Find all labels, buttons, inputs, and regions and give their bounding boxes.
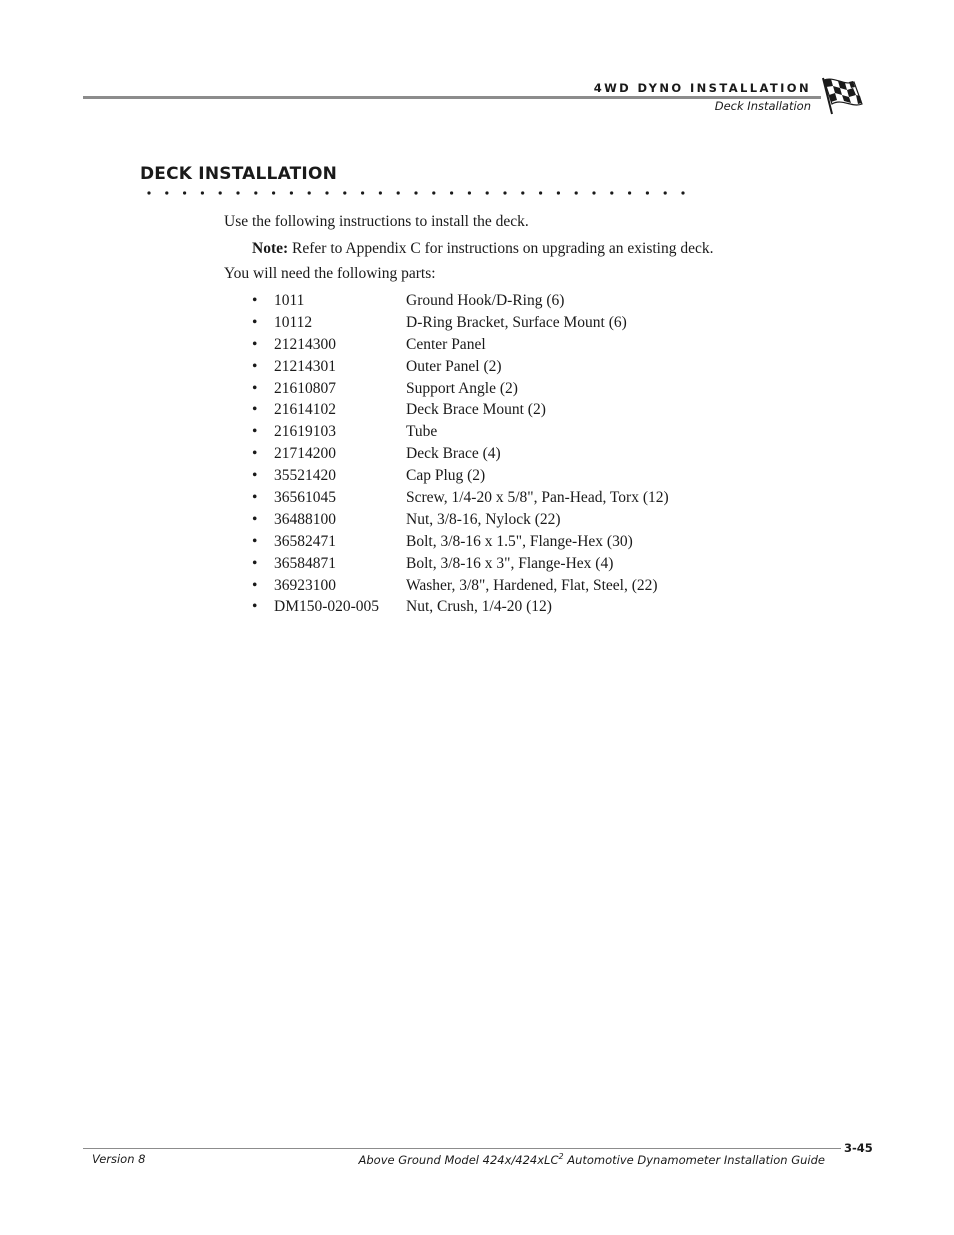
note-label: Note: [252,240,289,257]
rule-dot [201,191,204,194]
rule-dot [539,191,542,194]
part-number: 10112 [274,313,313,331]
part-description: Nut, Crush, 1/4-20 (12) [406,598,552,616]
part-number: 21214301 [274,357,336,375]
part-description: Washer, 3/8", Hardened, Flat, Steel, (22) [406,576,658,594]
guide-title-part-b: Automotive Dynamometer Installation Guide [563,1152,825,1167]
bullet: • [252,532,258,550]
part-number: 36584871 [274,554,336,572]
part-number: 36923100 [274,576,336,594]
rule-dot [414,191,417,194]
part-description: Outer Panel (2) [406,357,502,375]
rule-dot [183,191,186,194]
rule-dot [503,191,506,194]
rule-dot [575,191,578,194]
rule-dot [610,191,613,194]
rule-dot [681,191,684,194]
list-item [252,465,669,487]
part-number: 21214300 [274,335,336,353]
part-number: 35521420 [274,467,336,485]
part-description: Center Panel [406,335,486,353]
bullet: • [252,598,258,616]
list-item [252,487,669,509]
part-description: Bolt, 3/8-16 x 3", Flange-Hex (4) [406,554,614,572]
part-description: Bolt, 3/8-16 x 1.5", Flange-Hex (30) [406,532,633,550]
bullet: • [252,554,258,572]
list-item [252,378,669,400]
part-description: D-Ring Bracket, Surface Mount (6) [406,313,627,331]
checkered-flag-icon [820,76,866,116]
bullet: • [252,335,258,353]
note-paragraph [252,240,713,258]
bullet: • [252,423,258,441]
rule-dot [325,191,328,194]
rule-dot [521,191,524,194]
footer-guide-title [359,1152,825,1167]
part-number: 36582471 [274,532,336,550]
list-item [252,399,669,421]
guide-title-superscript: 2 [558,1152,564,1161]
page-number: 3-45 [844,1141,873,1155]
intro-paragraph: Use the following instructions to install the deck. [224,213,529,230]
part-description: Screw, 1/4-20 x 5/8", Pan-Head, Torx (12) [406,489,669,507]
part-description: Ground Hook/D-Ring (6) [406,292,565,309]
rule-dot [219,191,222,194]
rule-dot [379,191,382,194]
rule-dot [628,191,631,194]
list-item [252,312,669,334]
bullet: • [252,445,258,463]
rule-dot [290,191,293,194]
part-number: 21610807 [274,379,336,397]
part-number: DM150-020-005 [274,598,380,616]
part-number: 21714200 [274,445,336,463]
rule-dot [343,191,346,194]
section-title: DECK INSTALLATION [140,164,338,184]
rule-dot [450,191,453,194]
part-description: Deck Brace (4) [406,445,501,463]
rule-dot [646,191,649,194]
part-description: Nut, 3/8-16, Nylock (22) [406,510,561,528]
bullet: • [252,576,258,594]
rule-dot [432,191,435,194]
bullet: • [252,379,258,397]
list-item [252,356,669,378]
rule-dot [592,191,595,194]
rule-dot [397,191,400,194]
rule-dot [147,191,150,194]
part-number: 1011 [274,292,305,309]
header-rule [83,96,821,99]
rule-dot [664,191,667,194]
rule-dot [165,191,168,194]
list-item [252,531,669,553]
part-description: Tube [406,423,438,441]
bullet: • [252,313,258,331]
running-header-section: Deck Installation [714,99,811,113]
rule-dot [486,191,489,194]
list-item [252,443,669,465]
bullet: • [252,357,258,375]
list-item [252,553,669,575]
part-description: Deck Brace Mount (2) [406,401,546,419]
bullet: • [252,467,258,485]
running-header-chapter: 4WD DYNO INSTALLATION [593,81,811,95]
part-number: 36561045 [274,489,336,507]
part-number: 21619103 [274,423,336,441]
rule-dot [308,191,311,194]
bullet: • [252,510,258,528]
guide-title-part-a: Above Ground Model 424x/424xLC [358,1152,559,1167]
list-item [252,421,669,443]
note-text: Refer to Appendix C for instructions on upgrading an existing deck. [288,240,714,257]
part-description: Support Angle (2) [406,379,518,397]
bullet: • [252,489,258,507]
bullet: • [252,292,258,309]
parts-intro-paragraph: You will need the following parts: [224,265,436,282]
list-item [252,334,669,356]
bullet: • [252,401,258,419]
part-number: 36488100 [274,510,336,528]
dotted-rule [146,190,686,196]
rule-dot [468,191,471,194]
rule-dot [236,191,239,194]
list-item [252,596,669,618]
footer-rule [83,1148,841,1149]
rule-dot [557,191,560,194]
footer-version: Version 8 [92,1152,146,1166]
rule-dot [272,191,275,194]
part-description: Cap Plug (2) [406,467,486,485]
part-number: 21614102 [274,401,336,419]
rule-dot [254,191,257,194]
rule-dot [361,191,364,194]
list-item [252,509,669,531]
parts-list [252,290,669,618]
list-item [252,290,669,312]
list-item [252,575,669,597]
